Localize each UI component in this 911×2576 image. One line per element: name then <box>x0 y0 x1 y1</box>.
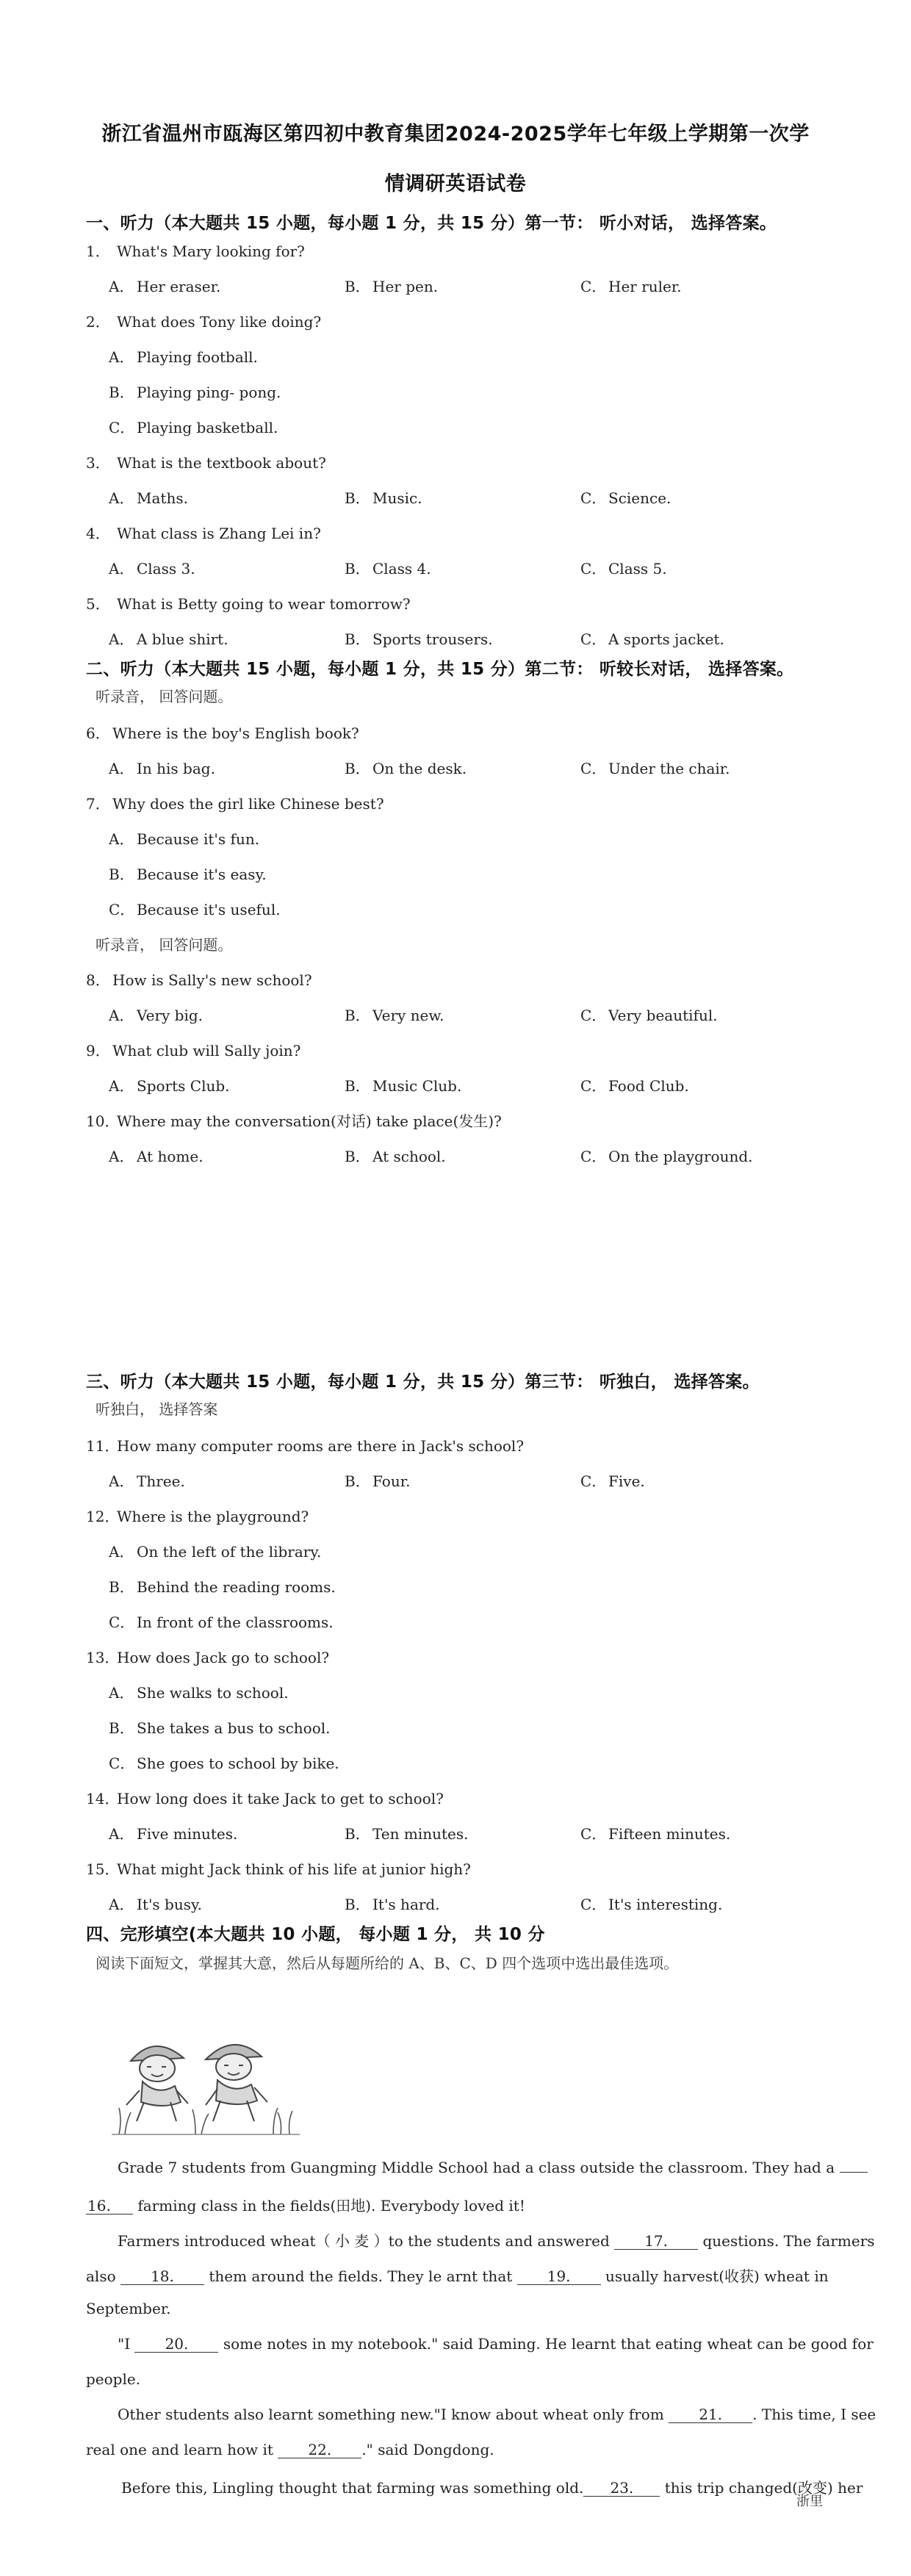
blank-18[interactable]: 18. <box>120 2268 204 2285</box>
q4-option-c[interactable]: C． Class 5. <box>580 560 667 578</box>
passage-line-4: also 18. them around the fields. They le arnt that 19. usually harvest(收获) wheat in <box>86 2267 829 2285</box>
question-number: 12． <box>86 1508 120 1525</box>
q13-option-a[interactable]: A． She walks to school. <box>109 1684 289 1702</box>
q2-option-b[interactable]: B． Playing ping- pong. <box>109 384 281 401</box>
question-text: Where is the playground? <box>117 1508 309 1525</box>
passage-line-7: people. <box>86 2370 141 2388</box>
question-number: 3． <box>86 454 110 472</box>
q7-option-c[interactable]: C． Because it's useful. <box>109 901 281 918</box>
passage-line-5: September. <box>86 2300 171 2317</box>
q12-option-b[interactable]: B． Behind the reading rooms. <box>109 1578 336 1596</box>
question-text: What class is Zhang Lei in? <box>117 525 321 542</box>
title-line-1: 浙江省温州市瓯海区第四初中教育集团2024-2025学年七年级上学期第一次学 <box>101 123 810 145</box>
q15-option-a[interactable]: A． It's busy. <box>109 1896 203 1913</box>
blank-20[interactable]: 20. <box>134 2336 218 2353</box>
question-10 <box>86 1109 502 1131</box>
passage-line-9: real one and learn how it 22. ." said Dongdong. <box>86 2441 494 2458</box>
section4-heading: 四、完形填空(本大题共 10 小题， 每小题 1 分， 共 10 分 <box>86 1925 545 1944</box>
question-15 <box>86 1857 471 1879</box>
q14-option-c[interactable]: C． Fifteen minutes. <box>580 1825 731 1843</box>
q4-option-b[interactable]: B． Class 4. <box>345 560 431 578</box>
q15-option-b[interactable]: B． It's hard. <box>345 1896 440 1913</box>
question-11 <box>86 1434 524 1456</box>
q9-option-c[interactable]: C． Food Club. <box>580 1077 689 1095</box>
blank-19[interactable]: 19. <box>517 2268 601 2285</box>
q2-option-a[interactable]: A． Playing football. <box>109 348 258 366</box>
question-number: 15． <box>86 1860 120 1878</box>
question-number: 7． <box>86 795 110 813</box>
section4-instruction: 阅读下面短文，掌握其大意，然后从每题所给的 A、B、C、D 四个选项中选出最佳选项。 <box>96 1954 679 1972</box>
question-number: 13． <box>86 1649 120 1666</box>
q6-option-a[interactable]: A． In his bag. <box>109 760 215 777</box>
section2-instruction-2: 听录音， 回答问题。 <box>96 936 233 954</box>
q10-option-a[interactable]: A． At home. <box>109 1148 204 1165</box>
question-number: 8． <box>86 971 110 989</box>
blank-23[interactable]: 23. <box>583 2480 660 2497</box>
blank-22[interactable]: 22. <box>278 2442 361 2458</box>
q9-option-a[interactable]: A． Sports Club. <box>109 1077 230 1095</box>
question-text: How long does it take Jack to get to school? <box>117 1790 444 1807</box>
q10-option-c[interactable]: C． On the playground. <box>580 1148 753 1165</box>
q5-option-c[interactable]: C． A sports jacket. <box>580 630 724 648</box>
question-4 <box>86 522 321 543</box>
title-line-2: 情调研英语试卷 <box>384 173 527 195</box>
section2-instruction-1: 听录音， 回答问题。 <box>96 688 233 705</box>
question-number: 14． <box>86 1790 120 1807</box>
q6-option-b[interactable]: B． On the desk. <box>345 760 467 777</box>
footer-mark: 浙里 <box>796 2494 823 2509</box>
passage-line-8: Other students also learnt something new."I know about wheat only from 21. . This time, I see <box>118 2406 876 2423</box>
question-number: 4． <box>86 525 110 542</box>
q12-option-c[interactable]: C． In front of the classrooms. <box>109 1613 334 1631</box>
passage-line-3: Farmers introduced wheat（ 小 麦 ）to the students and answered 17. questions. The farmers <box>118 2232 875 2250</box>
q1-option-c[interactable]: C． Her ruler. <box>580 278 682 295</box>
section3-instruction: 听独白， 选择答案 <box>96 1400 218 1418</box>
q13-option-c[interactable]: C． She goes to school by bike. <box>109 1755 339 1772</box>
question-1 <box>86 240 305 261</box>
question-text: What is Betty going to wear tomorrow? <box>117 595 411 613</box>
question-number: 10． <box>86 1112 120 1130</box>
q8-option-b[interactable]: B． Very new. <box>345 1007 444 1024</box>
question-5 <box>86 592 411 614</box>
question-3 <box>86 451 326 472</box>
q3-option-a[interactable]: A． Maths. <box>109 489 188 507</box>
passage-line-10: Before this, Lingling thought that farming was something old. 23. this trip changed(改变) her <box>121 2479 863 2497</box>
question-number: 2． <box>86 313 110 331</box>
farming-kids-illustration <box>110 2032 301 2138</box>
q5-option-a[interactable]: A． A blue shirt. <box>109 630 228 648</box>
q4-option-a[interactable]: A． Class 3. <box>109 560 195 578</box>
q7-option-b[interactable]: B． Because it's easy. <box>109 866 267 883</box>
q8-option-a[interactable]: A． Very big. <box>109 1007 204 1024</box>
question-text: Where may the conversation(对话) take place(发生)? <box>117 1112 502 1130</box>
question-number: 5． <box>86 595 110 613</box>
question-number: 11． <box>86 1437 120 1455</box>
question-13 <box>86 1646 329 1667</box>
q1-option-b[interactable]: B． Her pen. <box>345 278 439 295</box>
question-text: How does Jack go to school? <box>117 1649 330 1666</box>
q11-option-c[interactable]: C． Five. <box>580 1472 645 1490</box>
blank-21[interactable]: 21. <box>669 2406 752 2423</box>
q3-option-c[interactable]: C． Science. <box>580 489 671 507</box>
q14-option-b[interactable]: B． Ten minutes. <box>345 1825 469 1843</box>
q1-option-a[interactable]: A． Her eraser. <box>109 278 221 295</box>
question-number: 1． <box>86 242 110 260</box>
passage-line-6: "I 20. some notes in my notebook." said Daming. He learnt that eating wheat can be good for <box>118 2335 874 2353</box>
question-2 <box>86 310 321 331</box>
q9-option-b[interactable]: B． Music Club. <box>345 1077 462 1095</box>
blank-16[interactable]: 16. <box>86 2198 133 2215</box>
question-9 <box>86 1039 300 1060</box>
question-text: How is Sally's new school? <box>112 971 312 989</box>
q15-option-c[interactable]: C． It's interesting. <box>580 1896 723 1913</box>
question-text: Why does the girl like Chinese best? <box>112 795 384 813</box>
blank-17[interactable]: 17. <box>614 2233 698 2250</box>
section2-heading: 二、听力（本大题共 15 小题，每小题 1 分，共 15 分）第二节： 听较长对话， 选择答案。 <box>86 660 794 679</box>
question-text: How many computer rooms are there in Jack's school? <box>117 1437 525 1455</box>
q14-option-a[interactable]: A． Five minutes. <box>109 1825 238 1843</box>
question-14 <box>86 1787 444 1808</box>
blank-16-lead[interactable] <box>840 2172 868 2173</box>
q12-option-a[interactable]: A． On the left of the library. <box>109 1543 322 1561</box>
q11-option-a[interactable]: A． Three. <box>109 1472 185 1490</box>
section3-heading: 三、听力（本大题共 15 小题，每小题 1 分，共 15 分）第三节： 听独白， 选择答案。 <box>86 1372 760 1392</box>
q2-option-c[interactable]: C． Playing basketball. <box>109 419 278 436</box>
question-number: 9． <box>86 1042 110 1059</box>
passage-line-2: 16. farming class in the fields(田地). Everybody loved it! <box>87 2197 525 2215</box>
q6-option-c[interactable]: C． Under the chair. <box>580 760 730 777</box>
q10-option-b[interactable]: B． At school. <box>345 1148 446 1165</box>
question-8 <box>86 968 312 990</box>
question-text: What's Mary looking for? <box>117 242 305 260</box>
question-text: What does Tony like doing? <box>117 313 322 331</box>
question-number: 6． <box>86 724 110 742</box>
question-6 <box>86 722 359 743</box>
q3-option-b[interactable]: B． Music. <box>345 489 422 507</box>
question-7 <box>86 792 384 813</box>
q11-option-b[interactable]: B． Four. <box>345 1472 411 1490</box>
passage-line-1: Grade 7 students from Guangming Middle School had a class outside the classroom. They had a <box>118 2159 868 2176</box>
q5-option-b[interactable]: B． Sports trousers. <box>345 630 493 648</box>
question-text: What is the textbook about? <box>117 454 326 472</box>
question-text: What might Jack think of his life at junior high? <box>117 1860 471 1878</box>
kid-right <box>206 2045 267 2121</box>
kid-left <box>126 2046 188 2121</box>
q8-option-c[interactable]: C． Very beautiful. <box>580 1007 718 1024</box>
question-12 <box>86 1505 309 1526</box>
question-text: What club will Sally join? <box>112 1042 301 1059</box>
question-text: Where is the boy's English book? <box>112 724 359 742</box>
q7-option-a[interactable]: A． Because it's fun. <box>109 830 260 848</box>
section1-heading: 一、听力（本大题共 15 小题，每小题 1 分，共 15 分）第一节： 听小对话， 选择答案。 <box>86 214 777 233</box>
q13-option-b[interactable]: B． She takes a bus to school. <box>109 1719 331 1737</box>
